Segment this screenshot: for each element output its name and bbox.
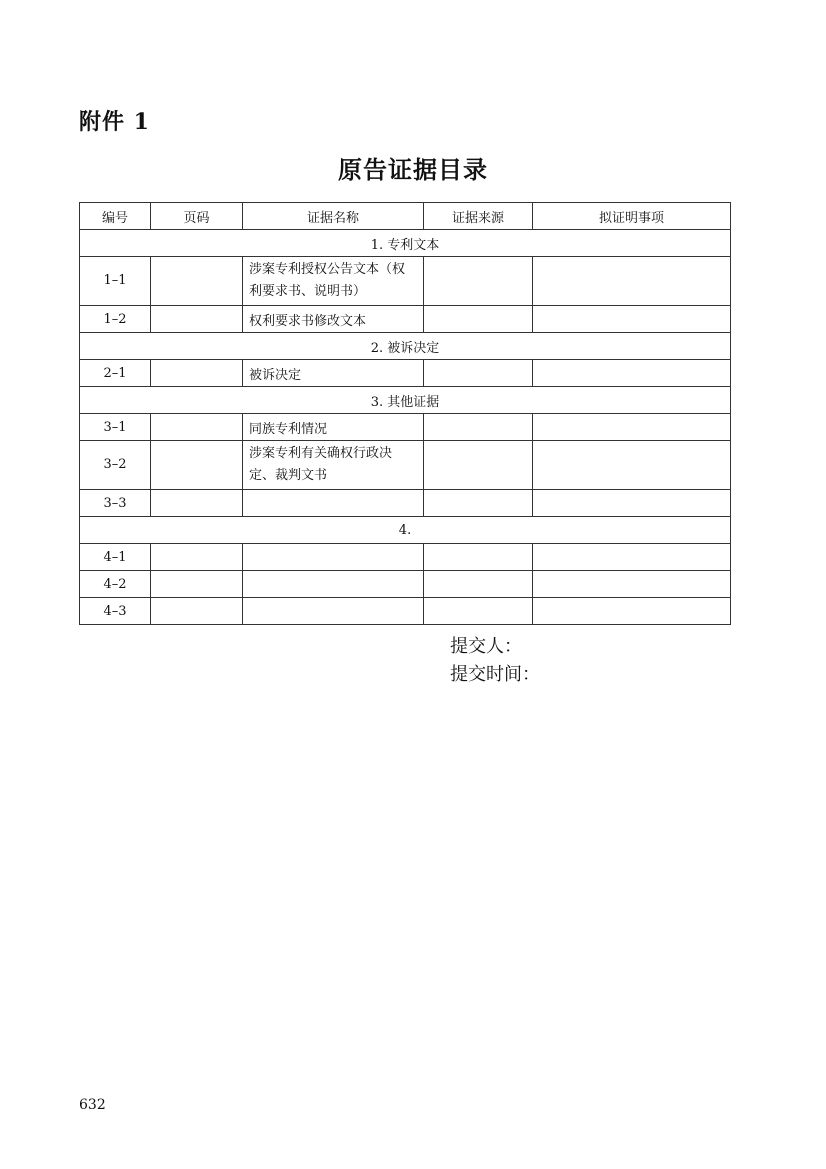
row-evidence-name: 同族专利情况 — [243, 414, 424, 441]
table-row — [80, 306, 731, 333]
section-heading: 3. 其他证据 — [80, 387, 731, 414]
evidence-table — [79, 202, 731, 625]
row-source — [424, 571, 533, 598]
row-page — [151, 306, 243, 333]
header-page: 页码 — [151, 203, 243, 230]
header-evidence-source: 证据来源 — [424, 203, 533, 230]
row-evidence-name — [243, 544, 424, 571]
table-header-row — [80, 203, 731, 230]
table-row — [80, 571, 731, 598]
submit-time-label: 提交时间： — [450, 664, 540, 685]
row-evidence-name: 涉案专利有关确权行政决定、裁判文书 — [243, 441, 424, 490]
row-number: 1–1 — [80, 257, 151, 306]
row-page — [151, 441, 243, 490]
row-source — [424, 490, 533, 517]
section-heading: 1. 专利文本 — [80, 230, 731, 257]
row-purpose — [533, 441, 731, 490]
page-title: 原告证据目录 — [338, 155, 488, 184]
row-number: 4–3 — [80, 598, 151, 625]
row-source — [424, 414, 533, 441]
section-heading: 2. 被诉决定 — [80, 333, 731, 360]
row-page — [151, 360, 243, 387]
header-purpose: 拟证明事项 — [533, 203, 731, 230]
row-purpose — [533, 544, 731, 571]
table-row — [80, 360, 731, 387]
row-purpose — [533, 360, 731, 387]
row-page — [151, 571, 243, 598]
row-number: 4–2 — [80, 571, 151, 598]
row-page — [151, 490, 243, 517]
row-source — [424, 306, 533, 333]
row-purpose — [533, 571, 731, 598]
row-purpose — [533, 490, 731, 517]
row-number: 3–3 — [80, 490, 151, 517]
row-number: 3–2 — [80, 441, 151, 490]
row-source — [424, 544, 533, 571]
row-evidence-name: 涉案专利授权公告文本（权利要求书、说明书） — [243, 257, 424, 306]
row-page — [151, 598, 243, 625]
row-number: 4–1 — [80, 544, 151, 571]
row-purpose — [533, 598, 731, 625]
row-page — [151, 414, 243, 441]
header-evidence-name: 证据名称 — [243, 203, 424, 230]
row-number: 1–2 — [80, 306, 151, 333]
header-number: 编号 — [80, 203, 151, 230]
row-page — [151, 544, 243, 571]
row-purpose — [533, 257, 731, 306]
row-evidence-name — [243, 490, 424, 517]
row-number: 3–1 — [80, 414, 151, 441]
row-purpose — [533, 414, 731, 441]
submitter-label: 提交人： — [450, 636, 522, 657]
table-row — [80, 257, 731, 306]
row-number: 2–1 — [80, 360, 151, 387]
attachment-label: 附件 1 — [79, 109, 150, 135]
row-evidence-name: 权利要求书修改文本 — [243, 306, 424, 333]
row-evidence-name: 被诉决定 — [243, 360, 424, 387]
row-evidence-name — [243, 571, 424, 598]
table-row — [80, 441, 731, 490]
row-source — [424, 360, 533, 387]
table-row — [80, 490, 731, 517]
table-row — [80, 544, 731, 571]
row-purpose — [533, 306, 731, 333]
row-evidence-name — [243, 598, 424, 625]
row-page — [151, 257, 243, 306]
page-number: 632 — [79, 1097, 106, 1113]
section-heading: 4. — [80, 517, 731, 544]
table-row — [80, 598, 731, 625]
row-source — [424, 257, 533, 306]
table-row — [80, 414, 731, 441]
row-source — [424, 598, 533, 625]
row-source — [424, 441, 533, 490]
